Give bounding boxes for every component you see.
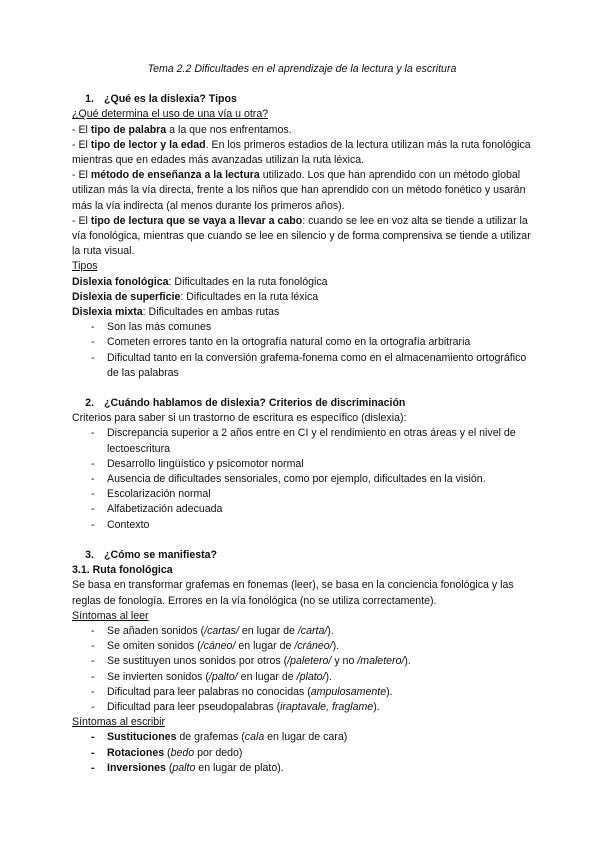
text: : Dificultades en la ruta léxica (180, 290, 319, 303)
section-2-heading (72, 396, 532, 411)
text: ( (164, 746, 171, 759)
section-1-heading-text: ¿Qué es la dislexia? Tipos (104, 93, 237, 106)
sintomas-leer-label: Síntomas al leer (72, 609, 149, 622)
bold-term: tipo de palabra (90, 123, 167, 136)
example: bedo (170, 746, 195, 759)
list-item: - Contexto (72, 518, 532, 533)
criteria-list (72, 426, 532, 532)
example: /palto/ (208, 670, 238, 683)
example: /carta/ (297, 624, 328, 637)
text: - El (72, 214, 91, 227)
list-item (72, 624, 532, 639)
text: en lugar de (238, 624, 298, 637)
bold-term: Dislexia de superficie (72, 290, 181, 303)
list-item: - Ausencia de dificultades sensoriales, como por ejemplo, dificultades en la visión. (72, 472, 532, 487)
bold-term: Dislexia mixta (72, 306, 143, 319)
text: : Dificultades en ambas rutas (142, 306, 280, 319)
bold-term: método de enseñanza a la lectura (90, 169, 260, 182)
example: /cartas/ (204, 624, 239, 637)
paragraph-tipo-palabra (72, 123, 532, 138)
bold-term: Inversiones (107, 761, 166, 774)
tipos-label: Tipos (72, 260, 98, 273)
list-item (72, 670, 532, 685)
dislexia-fonologica (72, 275, 532, 290)
section-3-heading-text: ¿Cómo se manifiesta? (104, 548, 218, 561)
bold-term: Dislexia fonológica (72, 275, 169, 288)
section-2-heading-text: ¿Cuándo hablamos de dislexia? Criterios de discriminación (104, 397, 406, 410)
list-item: - Dificultad tanto en la conversión grafema-fonema como en el almacenamiento ortográfico de las palabras (72, 351, 532, 381)
text: ( (165, 761, 173, 774)
list-item (72, 685, 532, 700)
example: ampulosamente (310, 685, 387, 698)
section-1-subheading: ¿Qué determina el uso de una vía u otra? (72, 108, 269, 121)
sintomas-escribir-label: Síntomas al escribir (72, 716, 166, 729)
text: Dificultad para leer pseudopalabras ( (107, 700, 281, 713)
list-item (72, 700, 532, 715)
paragraph-tipo-lectura (72, 214, 532, 260)
list-item (72, 654, 532, 669)
text: de grafemas ( (176, 731, 245, 744)
list-item (72, 639, 532, 654)
text: . En los primeros estadios de la lectura utilizan más la ruta fonológica mientras que en edades más avanzadas utilizan la ruta léxica. (72, 138, 531, 167)
text: ). (386, 685, 393, 698)
example: /cráneo/ (294, 640, 333, 653)
section-3-heading (72, 548, 532, 563)
text: - El (72, 169, 91, 182)
text: Se omiten sonidos ( (107, 640, 201, 653)
text: - El (72, 138, 91, 151)
text: ). (404, 655, 411, 668)
list-item (72, 761, 532, 776)
text: ). (327, 624, 334, 637)
text: por dedo) (194, 746, 243, 759)
text: en lugar de cara) (264, 731, 348, 744)
dislexia-mixta (72, 305, 532, 320)
subsection-3-1-heading: 3.1. Ruta fonológica (72, 564, 173, 577)
example: /cáneo/ (200, 640, 236, 653)
list-item (72, 746, 532, 761)
example: iraptavale, fraglame (280, 700, 374, 713)
example: cala (244, 731, 265, 744)
list-item: - Alfabetización adecuada (72, 502, 532, 517)
text: ). (332, 640, 340, 653)
text: utilizado. Los que han aprendido con un método global utilizan más la vía directa, frente a los niños que han aprendido con un método fonético y usarán más la vía indirecta (al menos durante los primeros años). (72, 169, 526, 212)
text: y no (331, 655, 358, 668)
sintomas-escribir-list (72, 730, 532, 776)
bold-term: Rotaciones (107, 746, 165, 759)
bold-term: tipo de lectura que se vaya a llevar a cabo (90, 214, 303, 227)
section-2-intro: Criterios para saber si un trastorno de escritura es específico (dislexia): (72, 412, 407, 425)
document-title: Tema 2.2 Dificultades en el aprendizaje de la lectura y la escritura (147, 63, 457, 75)
text: Se invierten sonidos ( (107, 670, 209, 683)
section-3-number: 3. (85, 548, 94, 561)
text: : Dificultades en la ruta fonológica (168, 275, 328, 288)
text: en lugar de plato). (195, 761, 284, 774)
paragraph-metodo-ensenanza (72, 168, 532, 214)
text: en lugar de (235, 640, 295, 653)
section-1-number: 1. (85, 93, 94, 106)
sintomas-leer-list (72, 624, 532, 715)
list-item: - Discrepancia superior a 2 años entre en CI y el rendimiento en otras áreas y el nivel de lectoescritura (72, 426, 532, 456)
paragraph-tipo-lector (72, 138, 532, 168)
list-item: - Desarrollo lingüístico y psicomotor normal (72, 457, 532, 472)
section-3-intro: Se basa en transformar grafemas en fonemas (leer), se basa en la conciencia fonológica y las reglas de fonología. Errores en la vía fonológica (no se utiliza correctamente). (72, 579, 514, 607)
example: /maletero/ (357, 655, 405, 668)
text: ). (373, 700, 380, 713)
text: : cuando se lee en voz alta se tiende a utilizar la vía fonológica, mientras que cuando se lee en silencio y de forma comprensiva se tiende a utilizar la ruta visual. (72, 214, 531, 258)
list-item: - Escolarización normal (72, 487, 532, 502)
dislexia-superficie (72, 290, 532, 305)
list-item: - Son las más comunes (72, 320, 532, 335)
list-item: - Cometen errores tanto en la ortografía natural como en la ortografía arbitraria (72, 335, 532, 350)
example: /plato/ (296, 670, 326, 683)
text: en lugar de (237, 670, 297, 683)
list-item (72, 730, 532, 745)
bold-term: tipo de lector y la edad (90, 138, 206, 151)
section-2-number: 2. (85, 397, 94, 410)
text: Se añaden sonidos ( (107, 624, 205, 637)
text: Dificultad para leer palabras no conocidas ( (107, 685, 311, 698)
example: /paletero/ (287, 655, 332, 668)
document-page (72, 62, 532, 776)
section-1-heading (72, 92, 532, 107)
text: Se sustituyen unos sonidos por otros ( (107, 655, 288, 668)
text: ). (325, 670, 332, 683)
bold-term: Sustituciones (107, 731, 177, 744)
example: palto (172, 761, 196, 774)
text: a la que nos enfrentamos. (166, 123, 292, 136)
text: - El (72, 123, 91, 136)
mixta-list (72, 320, 532, 381)
